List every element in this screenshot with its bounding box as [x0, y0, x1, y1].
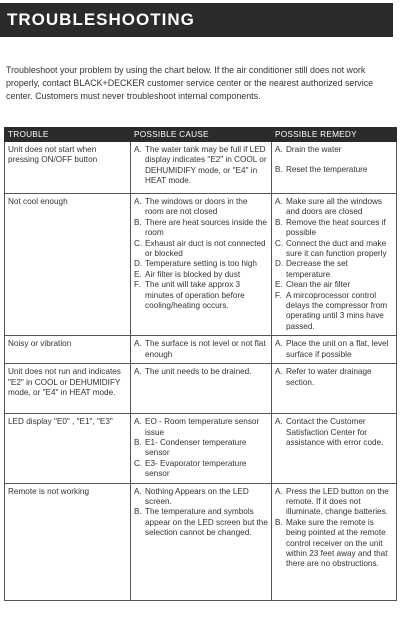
- item-text: The unit needs to be drained.: [145, 367, 252, 377]
- trouble-cell: Remote is not working: [5, 483, 131, 600]
- trouble-cell: Not cool enough: [5, 194, 131, 336]
- trouble-cell: Unit does not start when pressing ON/OFF button: [5, 142, 131, 194]
- header-trouble: TROUBLE: [5, 128, 131, 142]
- cause-item: [134, 218, 268, 239]
- table-row: [5, 194, 397, 336]
- cause-cell: [131, 336, 272, 364]
- table-row: [5, 142, 397, 194]
- item-label: B.: [134, 217, 142, 227]
- cause-item: [134, 239, 268, 260]
- remedy-item: [275, 218, 393, 239]
- item-text: Contact the Customer Satisfaction Center for assistance with error code.: [286, 417, 384, 447]
- item-label: A.: [275, 197, 283, 206]
- item-text: The windows or doors in the room are not closed: [145, 197, 248, 217]
- cause-cell: [131, 142, 272, 194]
- item-label: F.: [275, 290, 282, 300]
- remedy-item: [275, 367, 393, 388]
- cause-cell: [131, 364, 272, 414]
- table-header-row: [5, 128, 397, 142]
- trouble-cell: LED display "E0" , "E1", "E3": [5, 414, 131, 483]
- item-text: Drain the water: [286, 145, 342, 154]
- item-label: D.: [275, 259, 284, 269]
- remedy-item: [275, 197, 393, 218]
- item-text: There are heat sources inside the room: [145, 217, 267, 238]
- item-text: The surface is not level or not flat enough: [145, 339, 266, 359]
- remedy-cell: [272, 142, 397, 194]
- remedy-item: [275, 280, 393, 290]
- troubleshooting-table: [4, 127, 397, 601]
- item-label: E.: [275, 280, 283, 290]
- remedy-item: [275, 239, 393, 260]
- header-possible-remedy: POSSIBLE REMEDY: [272, 128, 397, 142]
- item-label: B.: [275, 517, 283, 527]
- item-text: Nothing Appears on the LED screen.: [145, 486, 249, 506]
- table-row: [5, 414, 397, 483]
- item-text: The unit will take approx 3 minutes of operation before cooling/heating occurs.: [145, 280, 245, 311]
- item-text: EO - Room temperature sensor issue: [145, 417, 260, 437]
- remedy-cell: [272, 194, 397, 336]
- item-label: B.: [134, 507, 142, 517]
- trouble-cell: Noisy or vibration: [5, 336, 131, 364]
- remedy-cell: [272, 364, 397, 414]
- item-label: A.: [275, 367, 283, 377]
- item-label: B.: [275, 217, 283, 227]
- cause-item: [134, 459, 268, 480]
- item-text: Make sure the remote is being pointed at the remote control receiver on the unit within 23 feet away and that there are no obstructions.: [286, 517, 388, 569]
- cause-item: [134, 339, 268, 360]
- item-text: The water tank may be full if LED display indicates "E2" in COOL or DEHUMIDIFY mode, or "E4" in HEAT mode.: [145, 145, 267, 186]
- item-label: F.: [134, 280, 141, 290]
- item-label: E.: [134, 269, 142, 279]
- cause-item: [134, 507, 268, 538]
- cause-item: [134, 197, 268, 218]
- item-label: A.: [275, 417, 283, 427]
- item-label: A.: [134, 367, 142, 377]
- item-text: E3- Evaporator temperature sensor: [145, 458, 247, 479]
- item-text: Temperature setting is too high: [145, 259, 257, 269]
- table-row: [5, 336, 397, 364]
- remedy-item: [275, 487, 393, 518]
- item-label: D.: [134, 259, 143, 269]
- item-label: A.: [134, 486, 142, 496]
- item-label: A.: [134, 417, 142, 427]
- item-text: Clean the air filter: [286, 280, 351, 290]
- cause-item: [134, 280, 268, 311]
- item-text: Connect the duct and make sure it can function properly: [286, 238, 387, 259]
- remedy-item: [275, 518, 393, 570]
- remedy-item: [275, 145, 393, 155]
- cause-item: [134, 438, 268, 459]
- item-text: Press the LED button on the remote. If it does not illuminate, change batteries.: [286, 486, 389, 517]
- table-row: [5, 364, 397, 414]
- item-text: Refer to water drainage section.: [286, 367, 372, 387]
- item-label: C.: [134, 238, 143, 248]
- header-possible-cause: POSSIBLE CAUSE: [131, 128, 272, 142]
- intro-paragraph: Troubleshoot your problem by using the chart below. If the air conditioner still does not work properly, contact BLACK+DECKER customer service center or the nearest authorized service center. Customers must never troubleshoot internal components.: [6, 65, 374, 101]
- item-text: E1- Condenser temperature sensor: [145, 437, 247, 458]
- remedy-cell: [272, 414, 397, 483]
- item-label: A.: [275, 339, 283, 349]
- cause-item: [134, 270, 268, 280]
- remedy-item: [275, 339, 393, 360]
- remedy-cell: [272, 336, 397, 364]
- item-text: Exhaust air duct is not connected or blocked: [145, 238, 266, 259]
- cause-item: [134, 259, 268, 269]
- remedy-item: [275, 291, 393, 333]
- item-text: Decrease the set temperature: [286, 259, 348, 279]
- cause-item: [134, 487, 268, 508]
- cause-item: [134, 145, 268, 187]
- item-text: The temperature and symbols appear on the LED screen but the selection cannot be changed.: [145, 507, 268, 538]
- item-label: C.: [275, 238, 284, 248]
- item-text: Make sure all the windows and doors are closed: [286, 197, 383, 217]
- remedy-item: [275, 259, 393, 280]
- item-label: A.: [275, 145, 283, 154]
- item-text: Air filter is blocked by dust: [145, 269, 241, 279]
- item-label: C.: [134, 458, 143, 468]
- trouble-cell: Unit does not run and indicates "E2" in COOL or DEHUMIDIFY mode, or "E4" in HEAT mode.: [5, 364, 131, 414]
- item-label: A.: [134, 197, 142, 206]
- cause-item: [134, 417, 268, 438]
- item-text: A mircoprocessor control delays the compressor from operating until 3 mins have passed.: [286, 290, 388, 331]
- page-title: TROUBLESHOOTING: [0, 3, 393, 37]
- item-text: Place the unit on a flat, level surface if possible: [286, 339, 389, 359]
- item-text: Reset the temperature: [286, 165, 368, 175]
- item-label: A.: [275, 486, 283, 496]
- cause-cell: [131, 414, 272, 483]
- remedy-cell: [272, 483, 397, 600]
- remedy-item: [275, 165, 393, 175]
- cause-item: [134, 367, 268, 377]
- item-text: Remove the heat sources if possible: [286, 217, 386, 238]
- item-label: B.: [134, 437, 142, 447]
- table-row: [5, 483, 397, 600]
- remedy-item: [275, 417, 393, 448]
- item-label: A.: [134, 339, 142, 349]
- item-label: A.: [134, 145, 142, 154]
- spacer: [275, 155, 393, 165]
- cause-cell: [131, 483, 272, 600]
- cause-cell: [131, 194, 272, 336]
- item-label: B.: [275, 165, 283, 175]
